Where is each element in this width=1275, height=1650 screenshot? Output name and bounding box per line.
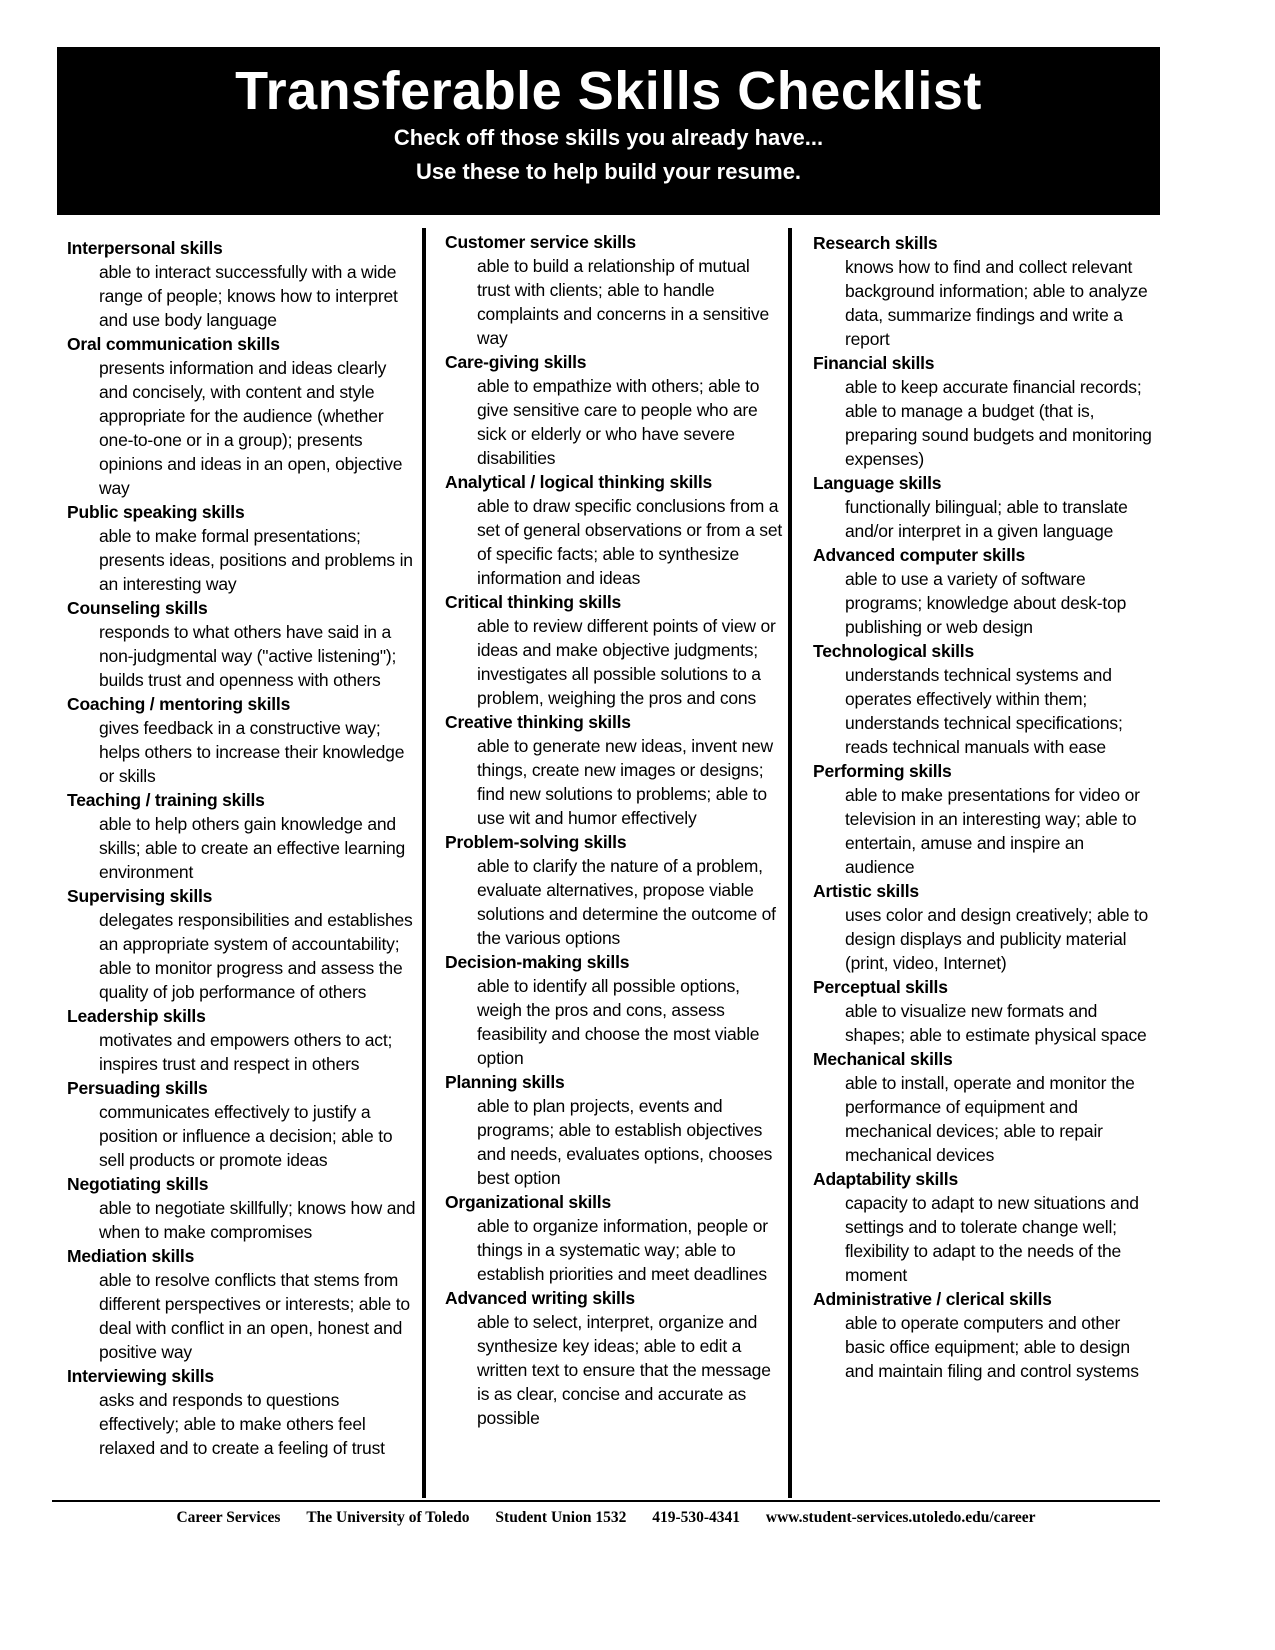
skill-name: Language skills bbox=[813, 473, 942, 493]
skill-description: uses color and design creatively; able to design displays and publicity material (print, video, Internet) bbox=[845, 905, 1149, 973]
skill-name: Financial skills bbox=[813, 353, 935, 373]
skill-entry bbox=[813, 1167, 1158, 1287]
skill-name: Negotiating skills bbox=[67, 1174, 209, 1194]
skill-description: motivates and empowers others to act; inspires trust and respect in others bbox=[99, 1030, 393, 1074]
skill-name: Leadership skills bbox=[67, 1006, 206, 1026]
skills-column-1 bbox=[67, 236, 417, 1460]
skill-description: able to help others gain knowledge and skills; able to create an effective learning environment bbox=[99, 814, 406, 882]
skill-name: Counseling skills bbox=[67, 598, 208, 618]
skill-name: Mediation skills bbox=[67, 1246, 195, 1266]
skill-name: Decision-making skills bbox=[445, 952, 630, 972]
skill-description: knows how to find and collect relevant background information; able to analyze data, summarize findings and write a report bbox=[845, 257, 1148, 349]
skill-entry bbox=[67, 1244, 417, 1364]
skill-description: able to empathize with others; able to give sensitive care to people who are sick or elderly or who have severe disabilities bbox=[477, 376, 760, 468]
skill-entry bbox=[445, 470, 785, 590]
skill-description: delegates responsibilities and establishes an appropriate system of accountability; able to monitor progress and assess the quality of job performance of others bbox=[99, 910, 413, 1002]
skill-entry bbox=[67, 1076, 417, 1172]
skill-entry bbox=[813, 975, 1158, 1047]
skill-entry bbox=[813, 639, 1158, 759]
skill-entry bbox=[445, 950, 785, 1070]
skill-name: Technological skills bbox=[813, 641, 975, 661]
skill-description: able to negotiate skillfully; knows how and when to make compromises bbox=[99, 1198, 416, 1242]
footer-university: The University of Toledo bbox=[306, 1509, 470, 1526]
skill-description: communicates effectively to justify a position or influence a decision; able to sell products or promote ideas bbox=[99, 1102, 393, 1170]
skill-entry bbox=[67, 1172, 417, 1244]
skill-name: Administrative / clerical skills bbox=[813, 1289, 1052, 1309]
skill-description: presents information and ideas clearly and concisely, with content and style appropriate for the audience (whether one-to-one or in a group); presents opinions and ideas in an open, objective way bbox=[99, 358, 403, 498]
skill-description: responds to what others have said in a non-judgmental way ("active listening"); builds trust and openness with others bbox=[99, 622, 397, 690]
skill-entry bbox=[67, 692, 417, 788]
footer-divider bbox=[52, 1500, 1160, 1502]
skill-entry bbox=[445, 830, 785, 950]
skill-description: able to interact successfully with a wide range of people; knows how to interpret and use body language bbox=[99, 262, 398, 330]
skill-name: Supervising skills bbox=[67, 886, 213, 906]
skill-description: understands technical systems and operates effectively within them; understands technical specifications; reads technical manuals with ease bbox=[845, 665, 1123, 757]
skill-description: able to make presentations for video or television in an interesting way; able to entertain, amuse and inspire an audience bbox=[845, 785, 1140, 877]
skill-description: able to draw specific conclusions from a set of general observations or from a set of specific facts; able to synthesize information and ideas bbox=[477, 496, 783, 588]
skill-entry bbox=[813, 1047, 1158, 1167]
skill-description: able to use a variety of software programs; knowledge about desk-top publishing or web design bbox=[845, 569, 1127, 637]
skill-name: Care-giving skills bbox=[445, 352, 587, 372]
skill-description: capacity to adapt to new situations and settings and to tolerate change well; flexibility to adapt to the needs of the moment bbox=[845, 1193, 1139, 1285]
skill-name: Advanced writing skills bbox=[445, 1288, 635, 1308]
skill-entry bbox=[67, 236, 417, 332]
skill-entry bbox=[67, 788, 417, 884]
skill-name: Mechanical skills bbox=[813, 1049, 953, 1069]
skill-description: able to select, interpret, organize and synthesize key ideas; able to edit a written text to ensure that the message is as clear, concise and accurate as possible bbox=[477, 1312, 771, 1428]
skill-entry bbox=[813, 1287, 1158, 1383]
footer bbox=[52, 1509, 1160, 1527]
skill-description: able to resolve conflicts that stems from different perspectives or interests; able to deal with conflict in an open, honest and positive way bbox=[99, 1270, 410, 1362]
skill-name: Adaptability skills bbox=[813, 1169, 958, 1189]
footer-phone: 419-530-4341 bbox=[652, 1509, 741, 1526]
skill-entry bbox=[67, 1004, 417, 1076]
skill-name: Interpersonal skills bbox=[67, 238, 223, 258]
skill-entry bbox=[445, 1070, 785, 1190]
footer-office: Career Services bbox=[176, 1509, 281, 1526]
skill-description: able to install, operate and monitor the performance of equipment and mechanical devices; able to repair mechanical devices bbox=[845, 1073, 1135, 1165]
subtitle-line-2: Use these to help build your resume. bbox=[415, 159, 802, 184]
skill-entry bbox=[445, 710, 785, 830]
skill-name: Advanced computer skills bbox=[813, 545, 1026, 565]
column-divider-2 bbox=[788, 228, 792, 1498]
skill-name: Perceptual skills bbox=[813, 977, 948, 997]
skill-name: Critical thinking skills bbox=[445, 592, 622, 612]
skill-description: able to build a relationship of mutual trust with clients; able to handle complaints and concerns in a sensitive way bbox=[477, 256, 770, 348]
skill-entry bbox=[445, 350, 785, 470]
skill-entry bbox=[67, 1364, 417, 1460]
skill-entry bbox=[445, 230, 785, 350]
skill-entry bbox=[813, 879, 1158, 975]
skill-entry bbox=[813, 471, 1158, 543]
skills-column-3 bbox=[813, 231, 1158, 1383]
page-title: Transferable Skills Checklist bbox=[235, 61, 982, 121]
column-divider-1 bbox=[422, 228, 426, 1498]
skill-name: Performing skills bbox=[813, 761, 952, 781]
footer-website: www.student-services.utoledo.edu/career bbox=[765, 1509, 1036, 1526]
skill-name: Organizational skills bbox=[445, 1192, 611, 1212]
skill-entry bbox=[813, 543, 1158, 639]
skill-entry bbox=[67, 884, 417, 1004]
skill-entry bbox=[67, 500, 417, 596]
skill-name: Planning skills bbox=[445, 1072, 565, 1092]
skill-name: Analytical / logical thinking skills bbox=[445, 472, 713, 492]
skill-name: Interviewing skills bbox=[67, 1366, 214, 1386]
skill-description: able to operate computers and other basic office equipment; able to design and maintain filing and control systems bbox=[845, 1313, 1139, 1381]
skill-name: Customer service skills bbox=[445, 232, 636, 252]
skill-description: able to keep accurate financial records; able to manage a budget (that is, preparing sound budgets and monitoring expenses) bbox=[845, 377, 1152, 469]
skill-name: Public speaking skills bbox=[67, 502, 245, 522]
skill-description: able to organize information, people or things in a systematic way; able to establish priorities and meet deadlines bbox=[477, 1216, 768, 1284]
skill-entry bbox=[67, 332, 417, 500]
skill-name: Oral communication skills bbox=[67, 334, 280, 354]
skill-description: functionally bilingual; able to translate and/or interpret in a given language bbox=[845, 497, 1128, 541]
skill-description: able to visualize new formats and shapes; able to estimate physical space bbox=[845, 1001, 1147, 1045]
title-banner bbox=[57, 47, 1160, 215]
skill-entry bbox=[813, 759, 1158, 879]
skill-name: Artistic skills bbox=[813, 881, 919, 901]
skill-description: able to plan projects, events and programs; able to establish objectives and needs, evaluates options, chooses best option bbox=[477, 1096, 773, 1188]
skill-description: able to review different points of view or ideas and make objective judgments; investigates all possible solutions to a problem, weighing the pros and cons bbox=[477, 616, 776, 708]
skill-name: Teaching / training skills bbox=[67, 790, 265, 810]
footer-location: Student Union 1532 bbox=[495, 1509, 627, 1526]
skill-description: able to make formal presentations; presents ideas, positions and problems in an interesting way bbox=[99, 526, 413, 594]
skill-name: Coaching / mentoring skills bbox=[67, 694, 291, 714]
skill-description: able to generate new ideas, invent new things, create new images or designs; find new solutions to problems; able to use wit and humor effectively bbox=[477, 736, 773, 828]
skill-name: Creative thinking skills bbox=[445, 712, 631, 732]
skill-entry bbox=[67, 596, 417, 692]
skill-entry bbox=[445, 1190, 785, 1286]
skill-name: Problem-solving skills bbox=[445, 832, 627, 852]
skills-column-2 bbox=[445, 230, 785, 1430]
skill-description: able to clarify the nature of a problem, evaluate alternatives, propose viable solutions and determine the outcome of the various options bbox=[477, 856, 776, 948]
skill-description: asks and responds to questions effectively; able to make others feel relaxed and to create a feeling of trust bbox=[99, 1390, 385, 1458]
skill-name: Persuading skills bbox=[67, 1078, 208, 1098]
skill-entry bbox=[813, 231, 1158, 351]
skill-description: able to identify all possible options, weigh the pros and cons, assess feasibility and choose the most viable option bbox=[477, 976, 760, 1068]
skill-entry bbox=[813, 351, 1158, 471]
skill-name: Research skills bbox=[813, 233, 938, 253]
skill-description: gives feedback in a constructive way; helps others to increase their knowledge or skills bbox=[99, 718, 405, 786]
skill-entry bbox=[445, 590, 785, 710]
subtitle-line-1: Check off those skills you already have... bbox=[393, 125, 824, 150]
skill-entry bbox=[445, 1286, 785, 1430]
